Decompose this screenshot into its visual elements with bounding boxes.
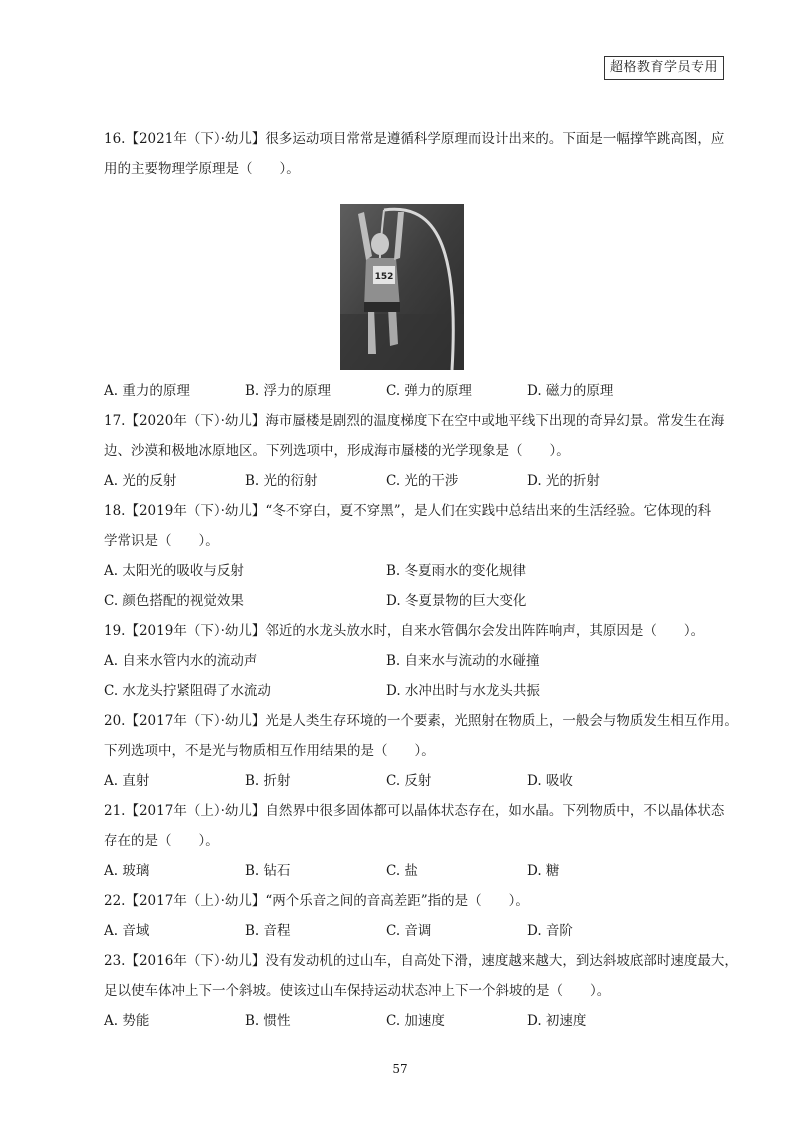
option-d: D. 磁力的原理	[527, 383, 614, 399]
question-23	[104, 946, 738, 1036]
option-d: D. 糖	[527, 863, 560, 879]
option-b: B. 音程	[245, 923, 291, 939]
option-c: C. 光的干涉	[386, 473, 459, 489]
option-b: B. 折射	[245, 773, 291, 789]
option-d: D. 音阶	[527, 923, 573, 939]
question-stem-line: 16.【2021年（下）·幼儿】很多运动项目常常是遵循科学原理而设计出来的。下面是一幅撑竿跳高图，应	[104, 131, 725, 147]
question-stem-line: 存在的是（ ）。	[104, 833, 219, 849]
question-list	[104, 124, 738, 1036]
question-21	[104, 796, 724, 886]
question-stem-line: 18.【2019年（下）·幼儿】“冬不穿白，夏不穿黑”，是人们在实践中总结出来的生活经验。它体现的科	[104, 503, 712, 519]
question-18	[104, 496, 724, 616]
question-stem-line: 22.【2017年（上）·幼儿】“两个乐音之间的音高差距”指的是（ ）。	[104, 893, 529, 909]
option-a: A. 太阳光的吸收与反射	[104, 563, 244, 579]
option-d: D. 光的折射	[527, 473, 600, 489]
option-b: B. 冬夏雨水的变化规律	[386, 563, 527, 579]
option-a: A. 光的反射	[104, 473, 177, 489]
question-19	[104, 616, 724, 706]
question-16	[104, 124, 724, 406]
bib-number: 152	[374, 272, 394, 282]
header-label: 超格教育学员专用	[604, 56, 724, 80]
option-a: A. 直射	[104, 773, 150, 789]
page-number: 57	[392, 1062, 408, 1076]
option-d: D. 吸收	[527, 773, 573, 789]
question-stem-line: 下列选项中，不是光与物质相互作用结果的是（ ）。	[104, 743, 435, 759]
option-a: A. 玻璃	[104, 863, 150, 879]
options-row	[104, 556, 724, 586]
options-row	[104, 466, 724, 496]
question-stem-line: 用的主要物理学原理是（ ）。	[104, 161, 300, 177]
options-row	[104, 676, 724, 706]
option-a: A. 自来水管内水的流动声	[104, 653, 258, 669]
option-d: D. 初速度	[527, 1013, 587, 1029]
options-row	[104, 916, 724, 946]
option-b: B. 浮力的原理	[245, 383, 332, 399]
option-a: A. 重力的原理	[104, 383, 190, 399]
option-c: C. 加速度	[386, 1013, 445, 1029]
option-a: A. 势能	[104, 1013, 150, 1029]
option-c: C. 反射	[386, 773, 432, 789]
options-row	[104, 376, 724, 406]
option-d: D. 冬夏景物的巨大变化	[386, 593, 527, 609]
options-row	[104, 586, 724, 616]
option-a: A. 音域	[104, 923, 150, 939]
options-row	[104, 1006, 724, 1036]
option-c: C. 音调	[386, 923, 432, 939]
question-22	[104, 886, 724, 946]
option-b: B. 惯性	[245, 1013, 291, 1029]
options-row	[104, 766, 724, 796]
question-stem-line: 23.【2016年（下）·幼儿】没有发动机的过山车，自高处下滑，速度越来越大，到达斜坡底部时速度最大，	[104, 953, 738, 969]
options-row	[104, 856, 724, 886]
option-b: B. 光的衍射	[245, 473, 318, 489]
question-20	[104, 706, 738, 796]
question-stem-line: 19.【2019年（下）·幼儿】邻近的水龙头放水时，自来水管偶尔会发出阵阵响声，其原因是（ ）。	[104, 623, 705, 639]
question-stem-line: 21.【2017年（上）·幼儿】自然界中很多固体都可以晶体状态存在，如水晶。下列物质中，不以晶体状态	[104, 803, 725, 819]
option-c: C. 盐	[386, 863, 418, 879]
question-stem-line: 20.【2017年（下）·幼儿】光是人类生存环境的一个要素，光照射在物质上，一般会与物质发生相互作用。	[104, 713, 738, 729]
option-b: B. 自来水与流动的水碰撞	[386, 653, 540, 669]
question-stem-line: 17.【2020年（下）·幼儿】海市蜃楼是剧烈的温度梯度下在空中或地平线下出现的奇异幻景。常发生在海	[104, 413, 725, 429]
option-d: D. 水冲出时与水龙头共振	[386, 683, 540, 699]
question-stem-line: 足以使车体冲上下一个斜坡。使该过山车保持运动状态冲上下一个斜坡的是（ ）。	[104, 983, 611, 999]
option-c: C. 水龙头拧紧阻碍了水流动	[104, 683, 271, 699]
question-17	[104, 406, 724, 496]
question-stem-line: 边、沙漠和极地冰原地区。下列选项中，形成海市蜃楼的光学现象是（ ）。	[104, 443, 570, 459]
options-row	[104, 646, 724, 676]
option-c: C. 颜色搭配的视觉效果	[104, 593, 244, 609]
question-stem-line: 学常识是（ ）。	[104, 533, 219, 549]
pole-vault-photo	[340, 204, 464, 370]
option-c: C. 弹力的原理	[386, 383, 472, 399]
option-b: B. 钻石	[245, 863, 291, 879]
